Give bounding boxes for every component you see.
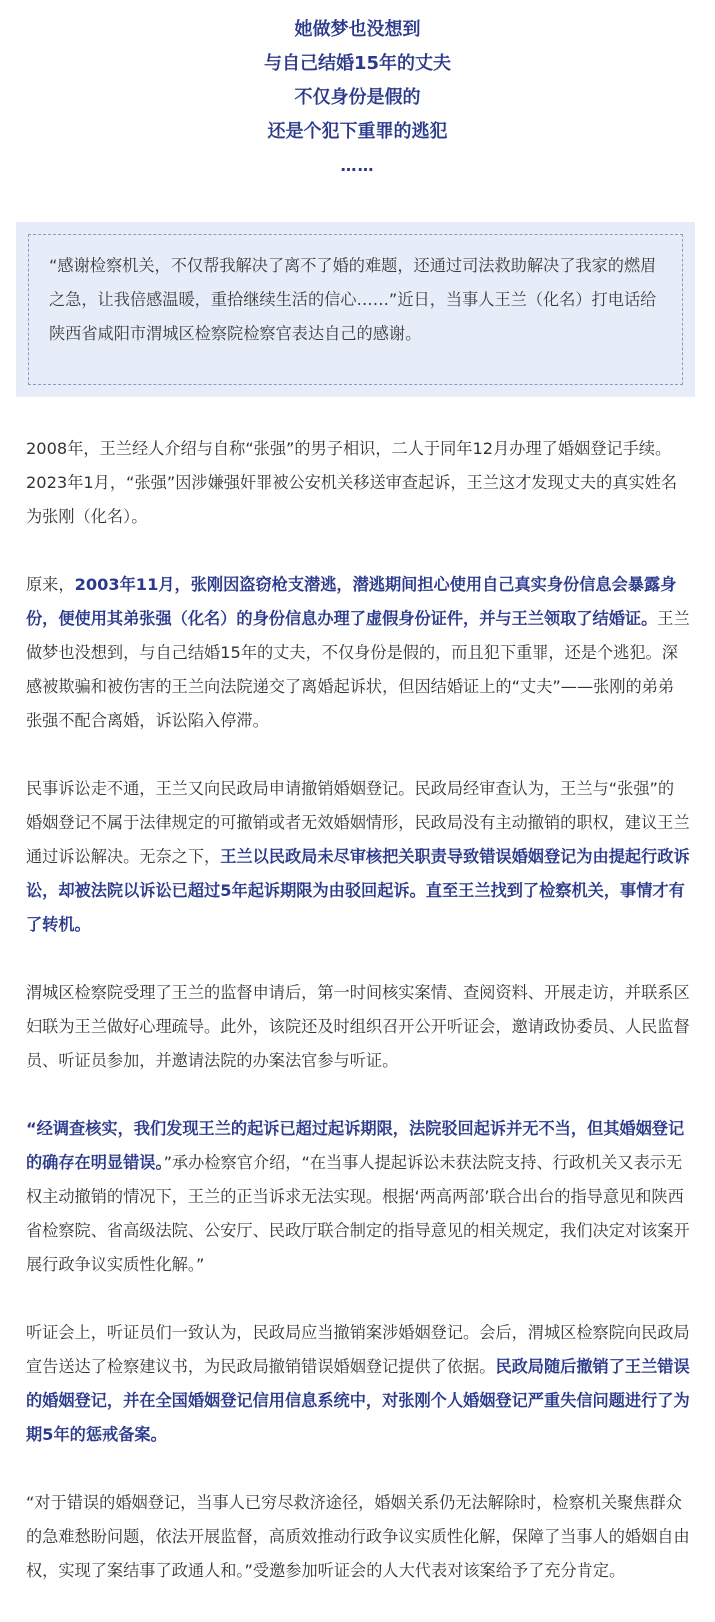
quote-box bbox=[16, 222, 695, 397]
intro-line: 还是个犯下重罪的逃犯 bbox=[267, 121, 448, 142]
article-body bbox=[26, 432, 690, 1622]
paragraph-text: 王兰做梦也没想到，与自己结婚15年的丈夫，不仅身份是假的，而且犯下重罪，还是个逃犯。深感被欺骗和被伤害的王兰向法院递交了离婚起诉状，但因结婚证上的“丈夫”——张刚的弟弟张强不配合离婚，诉讼陷入停滞。 bbox=[26, 609, 690, 730]
paragraph-text: 2008年，王兰经人介绍与自称“张强”的男子相识，二人于同年12月办理了婚姻登记手续。2023年1月，“张强”因涉嫌强奸罪被公安机关移送审查起诉，王兰这才发现丈夫的真实姓名为张刚（化名）。 bbox=[26, 439, 678, 526]
paragraph bbox=[26, 568, 690, 738]
intro-line: 她做梦也没想到 bbox=[294, 19, 421, 40]
highlighted-text: 2003年11月，张刚因盗窃枪支潜逃，潜逃期间担心使用自己真实身份信息会暴露身份，便使用其弟张强（化名）的身份信息办理了虚假身份证件，并与王兰领取了结婚证。 bbox=[26, 575, 677, 628]
paragraph-text: 民事诉讼走不通，王兰又向民政局申请撤销婚姻登记。民政局经审查认为，王兰与“张强”的婚姻登记不属于法律规定的可撤销或者无效婚姻情形，民政局没有主动撤销的职权，建议王兰通过诉讼解决。无奈之下， bbox=[26, 779, 690, 866]
paragraph-text: 原来， bbox=[26, 575, 75, 594]
paragraph bbox=[26, 432, 690, 534]
paragraph bbox=[26, 1316, 690, 1452]
paragraph-text: “对于错误的婚姻登记，当事人已穷尽救济途径，婚姻关系仍无法解除时，检察机关聚焦群众的急难愁盼问题，依法开展监督，高质效推动行政争议实质性化解，保障了当事人的婚姻自由权，实现了案结事了政通人和。”受邀参加听证会的人大代表对该案给予了充分肯定。 bbox=[26, 1493, 690, 1580]
paragraph-text: 听证会上，听证员们一致认为，民政局应当撤销案涉婚姻登记。会后，渭城区检察院向民政局宣告送达了检察建议书，为民政局撤销错误婚姻登记提供了依据。 bbox=[26, 1323, 690, 1376]
highlighted-text: 王兰以民政局未尽审核把关职责导致错误婚姻登记为由提起行政诉讼，却被法院以诉讼已超过5年起诉期限为由驳回起诉。直至王兰找到了检察机关，事情才有了转机。 bbox=[26, 847, 690, 934]
highlighted-text: 民政局随后撤销了王兰错误的婚姻登记，并在全国婚姻登记信用信息系统中，对张刚个人婚姻登记严重失信问题进行了为期5年的惩戒备案。 bbox=[26, 1357, 690, 1444]
intro-ellipsis: …… bbox=[340, 156, 375, 175]
paragraph bbox=[26, 1486, 690, 1588]
paragraph bbox=[26, 772, 690, 942]
paragraph-text: 渭城区检察院受理了王兰的监督申请后，第一时间核实案情、查阅资料、开展走访，并联系区妇联为王兰做好心理疏导。此外，该院还及时组织召开公开听证会，邀请政协委员、人民监督员、听证员参加，并邀请法院的办案法官参与听证。 bbox=[26, 983, 690, 1070]
highlighted-text: “经调查核实，我们发现王兰的起诉已超过起诉期限，法院驳回起诉并无不当，但其婚姻登记的确存在明显错误。 bbox=[26, 1119, 685, 1172]
paragraph bbox=[26, 976, 690, 1078]
paragraph bbox=[26, 1112, 690, 1282]
intro-line: 与自己结婚15年的丈夫 bbox=[263, 53, 452, 74]
intro-heading bbox=[0, 0, 715, 183]
quote-text: “感谢检察机关，不仅帮我解决了离不了婚的难题，还通过司法救助解决了我家的燃眉之急，让我倍感温暖，重拾继续生活的信心……”近日，当事人王兰（化名）打电话给陕西省咸阳市渭城区检察院检察官表达自己的感谢。 bbox=[28, 234, 683, 385]
intro-line: 不仅身份是假的 bbox=[294, 87, 421, 108]
paragraph-text: ”承办检察官介绍，“在当事人提起诉讼未获法院支持、行政机关又表示无权主动撤销的情况下，王兰的正当诉求无法实现。根据‘两高两部’联合出台的指导意见和陕西省检察院、省高级法院、公安厅、民政厅联合制定的指导意见的相关规定，我们决定对该案开展行政争议实质性化解。” bbox=[26, 1153, 690, 1274]
